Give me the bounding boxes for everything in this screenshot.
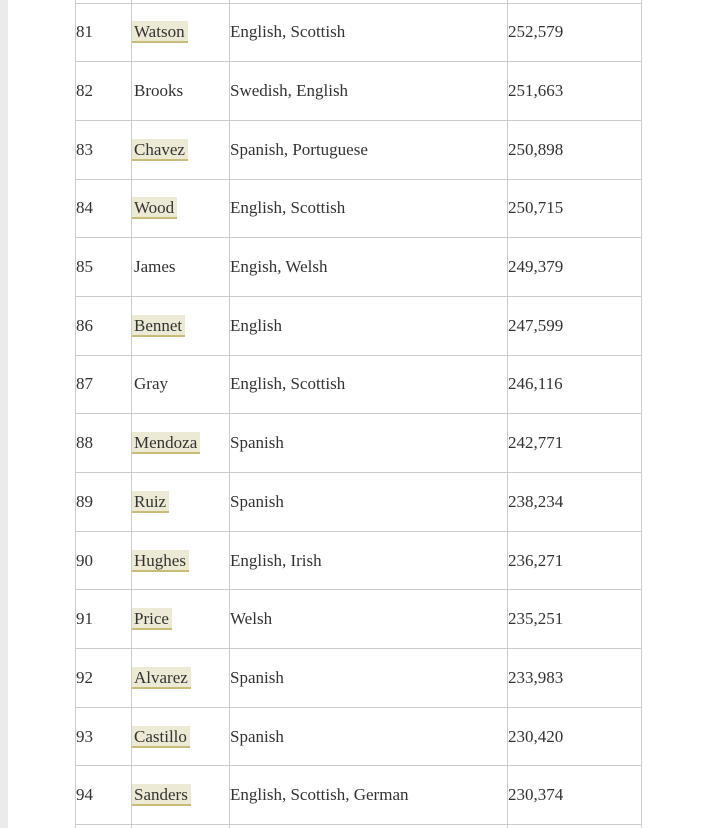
count-cell (508, 473, 642, 532)
table-row (76, 649, 642, 708)
rank-value: 88 (76, 433, 93, 453)
rank-cell (76, 179, 132, 238)
origin-cell (230, 766, 508, 825)
rank-value: 83 (76, 139, 93, 159)
count-cell (508, 414, 642, 473)
origin-cell (230, 707, 508, 766)
surname-link: James (134, 257, 176, 277)
count-cell (508, 296, 642, 355)
surname-link[interactable]: Watson (132, 21, 188, 43)
table-row (76, 414, 642, 473)
surname-cell (132, 825, 230, 828)
origin-value: English, Scottish (230, 22, 346, 42)
origin-value: English, Irish (230, 550, 322, 570)
rank-cell (76, 531, 132, 590)
surname-cell (132, 707, 230, 766)
origin-value: Engish, Welsh (230, 257, 328, 277)
table-row (76, 296, 642, 355)
origin-cell (230, 825, 508, 828)
rank-cell (76, 590, 132, 649)
origin-cell (230, 3, 508, 62)
origin-cell (230, 296, 508, 355)
rank-cell (76, 766, 132, 825)
rank-cell (76, 473, 132, 532)
surname-cell (132, 766, 230, 825)
surname-link: Brooks (134, 81, 184, 101)
origin-cell (230, 179, 508, 238)
surname-link: Gray (134, 374, 168, 394)
surname-link[interactable]: Hughes (132, 550, 189, 572)
rank-value: 92 (76, 667, 93, 687)
surname-cell (132, 531, 230, 590)
origin-value: English, Scottish (230, 374, 346, 394)
rank-value: 90 (76, 550, 93, 570)
origin-value: Spanish (230, 667, 284, 687)
surname-cell (132, 296, 230, 355)
surname-cell (132, 3, 230, 62)
origin-value: Spanish (230, 433, 284, 453)
count-value: 230,374 (508, 785, 564, 805)
surname-link[interactable]: Chavez (132, 139, 188, 161)
count-cell (508, 531, 642, 590)
surname-cell (132, 179, 230, 238)
table-row (76, 62, 642, 121)
rank-value: 87 (76, 374, 93, 394)
surname-link[interactable]: Castillo (132, 726, 190, 748)
window-edge-strip (0, 0, 8, 828)
table-row (76, 179, 642, 238)
count-cell (508, 3, 642, 62)
surname-link[interactable]: Sanders (132, 784, 191, 806)
origin-cell (230, 590, 508, 649)
surname-cell (132, 414, 230, 473)
surname-cell (132, 590, 230, 649)
count-cell (508, 62, 642, 121)
count-value: 242,771 (508, 433, 564, 453)
surname-link[interactable]: Price (132, 608, 172, 630)
count-value: 236,271 (508, 550, 564, 570)
table-row (76, 590, 642, 649)
rank-value: 86 (76, 315, 93, 335)
origin-cell (230, 473, 508, 532)
surname-cell (132, 62, 230, 121)
table-row-partial-bottom (76, 825, 642, 828)
rank-value: 82 (76, 81, 93, 101)
origin-value: English (230, 315, 282, 335)
rank-cell (76, 238, 132, 297)
origin-value: Welsh (230, 609, 273, 629)
table-row (76, 120, 642, 179)
table-row (76, 3, 642, 62)
rank-cell (76, 825, 132, 828)
count-value: 252,579 (508, 22, 564, 42)
table-row (76, 531, 642, 590)
rank-cell (76, 62, 132, 121)
rank-value: 84 (76, 198, 93, 218)
origin-value: English, Scottish, German (230, 785, 409, 805)
table-body (76, 0, 642, 828)
origin-cell (230, 120, 508, 179)
origin-value: English, Scottish (230, 198, 346, 218)
count-value: 249,379 (508, 257, 564, 277)
table-row (76, 766, 642, 825)
origin-value: Spanish (230, 726, 284, 746)
rank-value: 91 (76, 609, 93, 629)
count-value: 233,983 (508, 667, 564, 687)
origin-value: Swedish, English (230, 81, 349, 101)
count-value: 246,116 (508, 374, 563, 394)
rank-value: 93 (76, 726, 93, 746)
rank-value: 85 (76, 257, 93, 277)
rank-cell (76, 707, 132, 766)
table-row (76, 707, 642, 766)
surname-cell (132, 473, 230, 532)
count-value: 250,715 (508, 198, 564, 218)
surname-cell (132, 238, 230, 297)
rank-cell (76, 649, 132, 708)
count-value: 235,251 (508, 609, 564, 629)
count-value: 247,599 (508, 315, 564, 335)
origin-value: Spanish (230, 491, 284, 511)
surname-link[interactable]: Mendoza (132, 432, 200, 454)
count-cell (508, 238, 642, 297)
rank-cell (76, 120, 132, 179)
surname-link[interactable]: Alvarez (132, 667, 191, 689)
count-cell (508, 825, 642, 828)
count-value: 251,663 (508, 81, 564, 101)
origin-cell (230, 531, 508, 590)
table-row (76, 238, 642, 297)
count-cell (508, 766, 642, 825)
origin-cell (230, 238, 508, 297)
rank-value: 81 (76, 22, 93, 42)
surname-ranking-table (75, 0, 642, 828)
count-cell (508, 707, 642, 766)
origin-cell (230, 62, 508, 121)
count-cell (508, 179, 642, 238)
table-row (76, 473, 642, 532)
surname-link[interactable]: Wood (132, 197, 177, 219)
origin-cell (230, 355, 508, 414)
surname-cell (132, 120, 230, 179)
count-value: 250,898 (508, 139, 564, 159)
rank-cell (76, 3, 132, 62)
count-cell (508, 590, 642, 649)
surname-cell (132, 649, 230, 708)
origin-cell (230, 414, 508, 473)
rank-cell (76, 296, 132, 355)
count-cell (508, 120, 642, 179)
surname-link[interactable]: Bennet (132, 315, 185, 337)
count-value: 230,420 (508, 726, 564, 746)
origin-cell (230, 649, 508, 708)
surname-link[interactable]: Ruiz (132, 491, 169, 513)
count-value: 238,234 (508, 491, 564, 511)
origin-value: Spanish, Portuguese (230, 139, 368, 159)
rank-value: 94 (76, 785, 93, 805)
count-cell (508, 649, 642, 708)
rank-cell (76, 414, 132, 473)
table-row (76, 355, 642, 414)
rank-cell (76, 355, 132, 414)
rank-value: 89 (76, 491, 93, 511)
surname-cell (132, 355, 230, 414)
count-cell (508, 355, 642, 414)
